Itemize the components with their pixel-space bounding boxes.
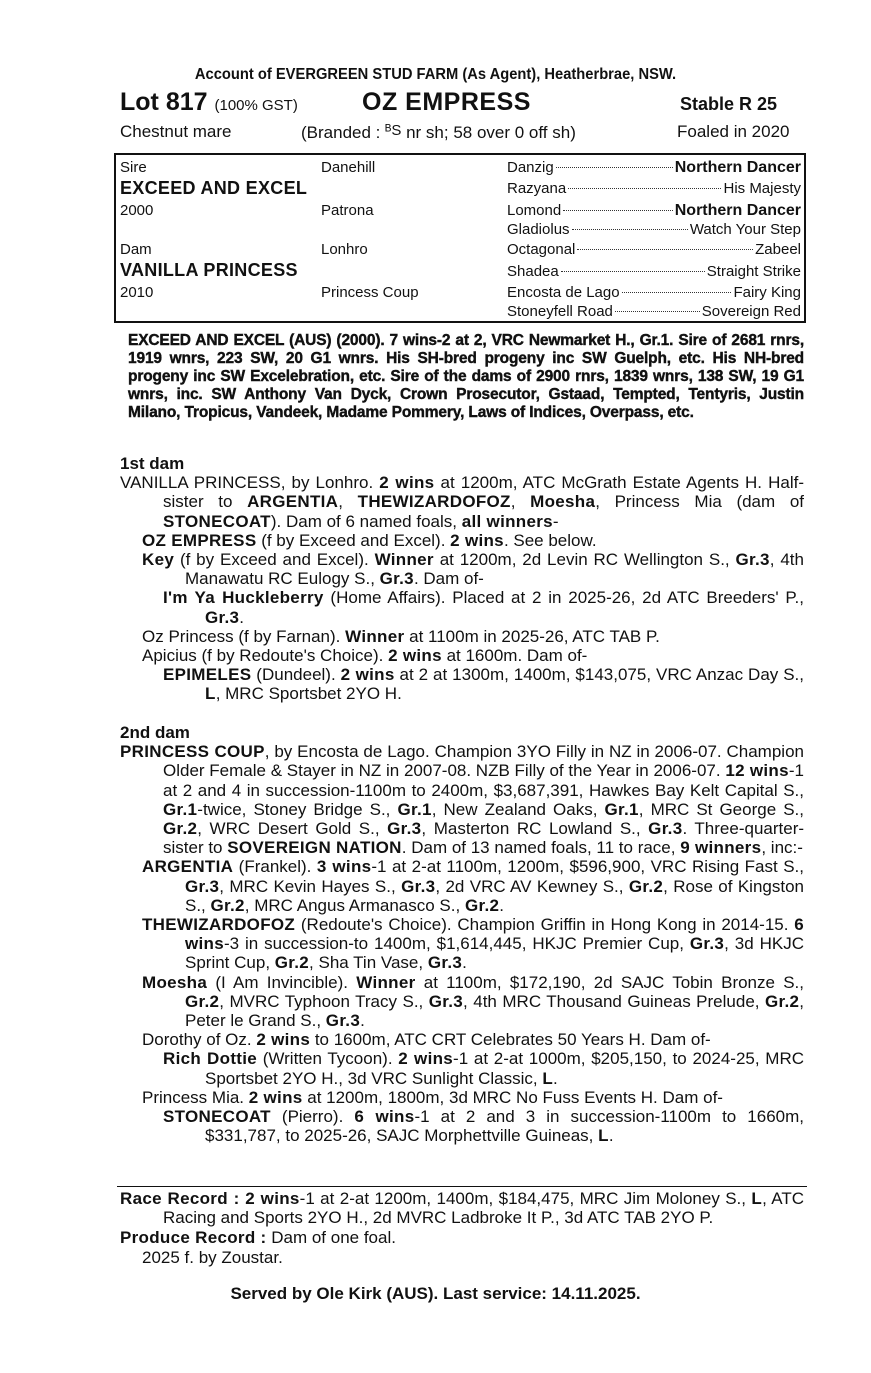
ancestor-name: Octagonal: [507, 241, 576, 258]
ancestor-name: Danzig: [507, 159, 554, 176]
family-entry: EPIMELES (Dundeel). 2 wins at 2 at 1300m, 1400m, $143,075, VRC Anzac Day S., L, MRC Sportsbet 2YO H.: [163, 665, 805, 704]
leader-dots: [572, 229, 688, 230]
first-dam-heading: 1st dam: [120, 454, 185, 473]
records-section: [120, 1189, 804, 1267]
family-entry: OZ EMPRESS (f by Exceed and Excel). 2 wins. See below.: [142, 530, 597, 550]
family-entry: Oz Princess (f by Farnan). Winner at 1100m in 2025-26, ATC TAB P.: [142, 626, 660, 646]
family-entry: Princess Mia. 2 wins at 1200m, 1800m, 3d MRC No Fuss Events H. Dam of-: [142, 1087, 723, 1107]
ancestor-sire: Sovereign Red: [701, 303, 801, 320]
brand-glyph-icon: ᴮS: [385, 122, 402, 139]
produce-record: Produce Record : Dam of one foal.: [120, 1228, 396, 1248]
horse-name: OZ EMPRESS: [362, 88, 531, 116]
dam-dam: Princess Coup: [321, 284, 419, 301]
ancestor-row: [507, 202, 801, 220]
ancestor-sire: His Majesty: [723, 180, 801, 197]
brand-info: (Branded : ᴮS nr sh; 58 over 0 off sh): [301, 122, 576, 142]
family-entry: VANILLA PRINCESS, by Lonhro. 2 wins at 1200m, ATC McGrath Estate Agents H. Half-sister to ARGENTIA, THEWIZARDOFOZ, Moesha, Princess Mia (dam of STONECOAT). Dam of 6 named foals, all winners-: [120, 473, 804, 531]
leader-dots: [577, 249, 753, 250]
ancestor-sire: Watch Your Step: [689, 221, 801, 238]
ancestor-name: Gladiolus: [507, 221, 570, 238]
sire-summary: EXCEED AND EXCEL (AUS) (2000). 7 wins-2 at 2, VRC Newmarket H., Gr.1. Sire of 2681 rnrs, 1919 wnrs, 223 SW, 20 G1 wnrs. His SH-bred progeny inc SW Guelph, etc. His NH-bred progeny inc SW Excelebration, etc. Sire of the dams of 2900 rnrs, 1839 wnrs, 138 SW, 19 G1 wnrs, inc. SW Anthony Van Dyck, Crown Prosecutor, Gstaad, Tempted, Tentyris, Justin Milano, Tropicus, Vandeek, Madame Pommery, Laws of Indices, Overpass, etc.: [128, 332, 804, 421]
leader-dots: [568, 188, 721, 189]
second-dam-section: [120, 723, 804, 1145]
sire-year: 2000: [120, 202, 154, 219]
dam-sire: Lonhro: [321, 241, 368, 258]
ancestor-row: [507, 303, 801, 320]
served-note: Served by Ole Kirk (AUS). Last service: 14.11.2025.: [230, 1284, 641, 1303]
family-entry: Key (f by Exceed and Excel). Winner at 1200m, 2d Levin RC Wellington S., Gr.3, 4th Manawatu RC Eulogy S., Gr.3. Dam of-: [142, 550, 804, 589]
second-dam-heading: 2nd dam: [120, 723, 190, 742]
vendor-account: Account of EVERGREEN STUD FARM (As Agent), Heatherbrae, NSW.: [194, 66, 677, 83]
ancestor-sire: Straight Strike: [706, 263, 801, 280]
horse-description: Chestnut mare: [120, 122, 232, 141]
ancestor-sire: Northern Dancer: [674, 202, 801, 219]
ancestor-row: [507, 159, 801, 177]
pedigree-table: [114, 153, 806, 323]
leader-dots: [615, 311, 700, 312]
ancestor-name: Stoneyfell Road: [507, 303, 613, 320]
foaled-year: Foaled in 2020: [677, 122, 790, 141]
ancestor-name: Lomond: [507, 202, 562, 219]
ancestor-row: [507, 221, 801, 238]
ancestor-sire: Zabeel: [755, 241, 801, 258]
leader-dots: [561, 271, 705, 272]
ancestor-name: Razyana: [507, 180, 567, 197]
family-entry: I'm Ya Huckleberry (Home Affairs). Placed at 2 in 2025-26, 2d ATC Breeders' P., Gr.3.: [163, 588, 804, 627]
family-entry: ARGENTIA (Frankel). 3 wins-1 at 2-at 1100m, 1200m, $596,900, VRC Rising Fast S., Gr.3, MRC Kevin Hayes S., Gr.3, 2d VRC AV Kewney S., Gr.2, Rose of Kingston S., Gr.2, MRC Angus Armanasco S., Gr.2.: [142, 857, 804, 915]
leader-dots: [563, 210, 673, 211]
family-entry: Rich Dottie (Written Tycoon). 2 wins-1 at 2-at 1000m, $205,150, to 2024-25, MRC Sportsbet 2YO H., 3d VRC Sunlight Classic, L.: [163, 1049, 805, 1088]
ancestor-sire: Northern Dancer: [674, 159, 801, 176]
sire-sire: Danehill: [321, 159, 376, 176]
family-entry: Dorothy of Oz. 2 wins to 1600m, ATC CRT Celebrates 50 Years H. Dam of-: [142, 1030, 711, 1050]
dam-label: Dam: [120, 241, 152, 258]
ancestor-row: [507, 263, 801, 280]
family-entry: Apicius (f by Redoute's Choice). 2 wins at 1600m. Dam of-: [142, 646, 588, 666]
section-divider: [117, 1186, 807, 1187]
leader-dots: [622, 292, 732, 293]
lot-number: Lot 817 (100% GST): [120, 88, 298, 116]
family-entry: Moesha (I Am Invincible). Winner at 1100m, $172,190, 2d SAJC Tobin Bronze S., Gr.2, MVRC Typhoon Tracy S., Gr.3, 4th MRC Thousand Guineas Prelude, Gr.2, Peter le Grand S., Gr.3.: [142, 972, 804, 1031]
family-entry: STONECOAT (Pierro). 6 wins-1 at 2 and 3 in succession-1100m to 1660m, $331,787, to 2025-26, SAJC Morphettville Guineas, L.: [163, 1107, 805, 1146]
ancestor-row: [507, 241, 801, 258]
leader-dots: [556, 167, 673, 168]
dam-name: VANILLA PRINCESS: [120, 260, 298, 280]
stable-number: Stable R 25: [680, 94, 778, 114]
ancestor-name: Encosta de Lago: [507, 284, 620, 301]
ancestor-row: [507, 180, 801, 197]
family-entry: THEWIZARDOFOZ (Redoute's Choice). Champion Griffin in Hong Kong in 2014-15. 6 wins-3 in succession-to 1400m, $1,614,445, HKJC Premier Cup, Gr.3, 3d HKJC Sprint Cup, Gr.2, Sha Tin Vase, Gr.3.: [142, 915, 804, 973]
ancestor-sire: Fairy King: [733, 284, 801, 301]
first-dam-section: [120, 454, 804, 704]
sire-name: EXCEED AND EXCEL: [120, 178, 308, 198]
sire-label: Sire: [120, 159, 147, 176]
gst-note: (100% GST): [214, 97, 298, 114]
sire-dam: Patrona: [321, 202, 374, 219]
dam-year: 2010: [120, 284, 154, 301]
family-entry: PRINCESS COUP, by Encosta de Lago. Champion 3YO Filly in NZ in 2006-07. Champion Older Female & Stayer in NZ in 2007-08. NZB Filly of the Year in 2006-07. 12 wins-1 at 2 and 4 in succession-1100m to 2400m, $3,687,391, Hawkes Bay Kelt Capital S., Gr.1-twice, Stoney Bridge S., Gr.1, New Zealand Oaks, Gr.1, MRC St George S., Gr.2, WRC Desert Gold S., Gr.3, Masterton RC Lowland S., Gr.3. Three-quarter-sister to SOVEREIGN NATION. Dam of 13 named foals, 11 to race, 9 winners, inc:-: [120, 742, 805, 858]
ancestor-name: Shadea: [507, 263, 559, 280]
produce-foal: 2025 f. by Zoustar.: [142, 1247, 283, 1267]
race-record: Race Record : 2 wins-1 at 2-at 1200m, 1400m, $184,475, MRC Jim Moloney S., L, ATC Racing and Sports 2YO H., 2d MVRC Ladbroke It P., 3d ATC TAB 2YO P.: [120, 1189, 804, 1228]
ancestor-row: [507, 284, 801, 301]
produce-record-label: Produce Record :: [120, 1228, 267, 1248]
